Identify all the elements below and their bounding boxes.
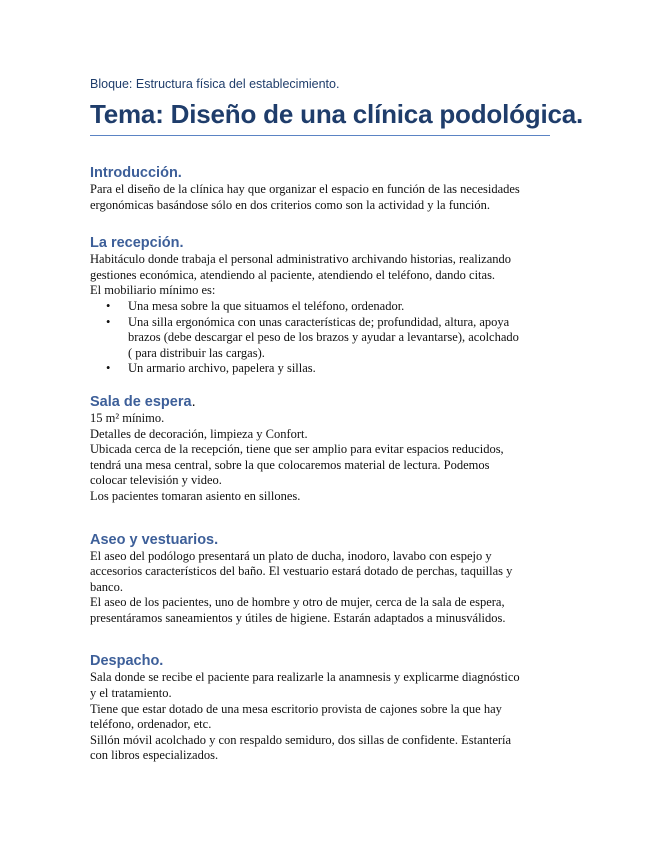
paragraph-line: El aseo de los pacientes, uno de hombre y otro de mujer, cerca de la sala de espera, [90,595,505,610]
paragraph-line: presentáramos saneamientos y útiles de higiene. Estarán adaptados a minusválidos. [90,610,506,625]
paragraph-line: Tiene que estar dotado de una mesa escritorio provista de cajones sobre la que hay [90,701,502,716]
paragraph-line: Sillón móvil acolchado y con respaldo semiduro, dos sillas de confidente. Estantería [90,732,512,747]
paragraph-line: teléfono, ordenador, etc. [90,717,212,732]
paragraph-line: Sala donde se recibe el paciente para realizarle la anamnesis y explicarme diagnóstico [90,670,520,685]
section-aseo-vestuarios [90,531,550,627]
document-page [90,76,584,764]
paragraph-line: ergonómicas basándose sólo en dos criterios como son la actividad y la función. [90,197,491,212]
furniture-list [90,299,550,377]
paragraph-line: El mobiliario mínimo es: [90,283,216,298]
list-item-line: brazos (debe descargar el peso de los brazos y ayudar a levantarse), acolchado [128,330,519,345]
section-heading-aseo: Aseo y vestuarios. [90,531,219,548]
page-title: Tema: Diseño de una clínica podológica. [90,98,550,136]
section-despacho [90,652,550,764]
section-recepcion [90,234,550,377]
paragraph-line: banco. [90,579,123,594]
paragraph-line: gestiones económica, atendiendo al paciente, atendiendo el teléfono, dando citas. [90,267,496,282]
section-heading-despacho: Despacho. [90,653,164,670]
list-item-line: ( para distribuir las cargas). [128,345,265,360]
list-item [128,315,550,362]
section-introduccion [90,164,550,213]
section-heading-recepcion: La recepción. [90,235,184,252]
paragraph-line: Los pacientes tomaran asiento en sillones. [90,488,301,503]
section-heading-sala-espera [90,393,550,411]
paragraph-line: accesorios característicos del baño. El vestuario estará dotado de perchas, taquillas y [90,564,513,579]
paragraph-line: Para el diseño de la clínica hay que organizar el espacio en función de las necesidades [90,182,520,196]
list-item-line: • Una silla ergonómica con unas características de; profundidad, altura, apoya [128,314,510,329]
list-item [128,299,550,315]
list-item-line: • Una mesa sobre la que situamos el teléfono, ordenador. [128,298,405,313]
paragraph-line: Habitáculo donde trabaja el personal administrativo archivando historias, realizando [90,252,512,267]
paragraph-line: 15 m² mínimo. [90,410,165,425]
section-heading-text: Sala de espera [90,393,192,410]
paragraph-line: con libros especializados. [90,748,219,763]
paragraph-line: tendrá una mesa central, sobre la que colocaremos material de lectura. Podemos [90,457,490,472]
paragraph-line: y el tratamiento. [90,686,172,701]
list-item-line: • Un armario archivo, papelera y sillas. [128,361,316,376]
paragraph-line: Detalles de decoración, limpieza y Confort. [90,426,308,441]
list-item [128,361,550,377]
paragraph-line: El aseo del podólogo presentará un plato de ducha, inodoro, lavabo con espejo y [90,548,492,563]
section-heading-introduccion: Introducción. [90,165,182,181]
paragraph-line: Ubicada cerca de la recepción, tiene que ser amplio para evitar espacios reducidos, [90,442,504,457]
section-sala-espera [90,393,550,505]
paragraph-line: colocar televisión y video. [90,473,222,488]
block-label: Bloque: Estructura física del establecimiento. [90,77,340,91]
section-heading-dot: . [191,393,196,410]
